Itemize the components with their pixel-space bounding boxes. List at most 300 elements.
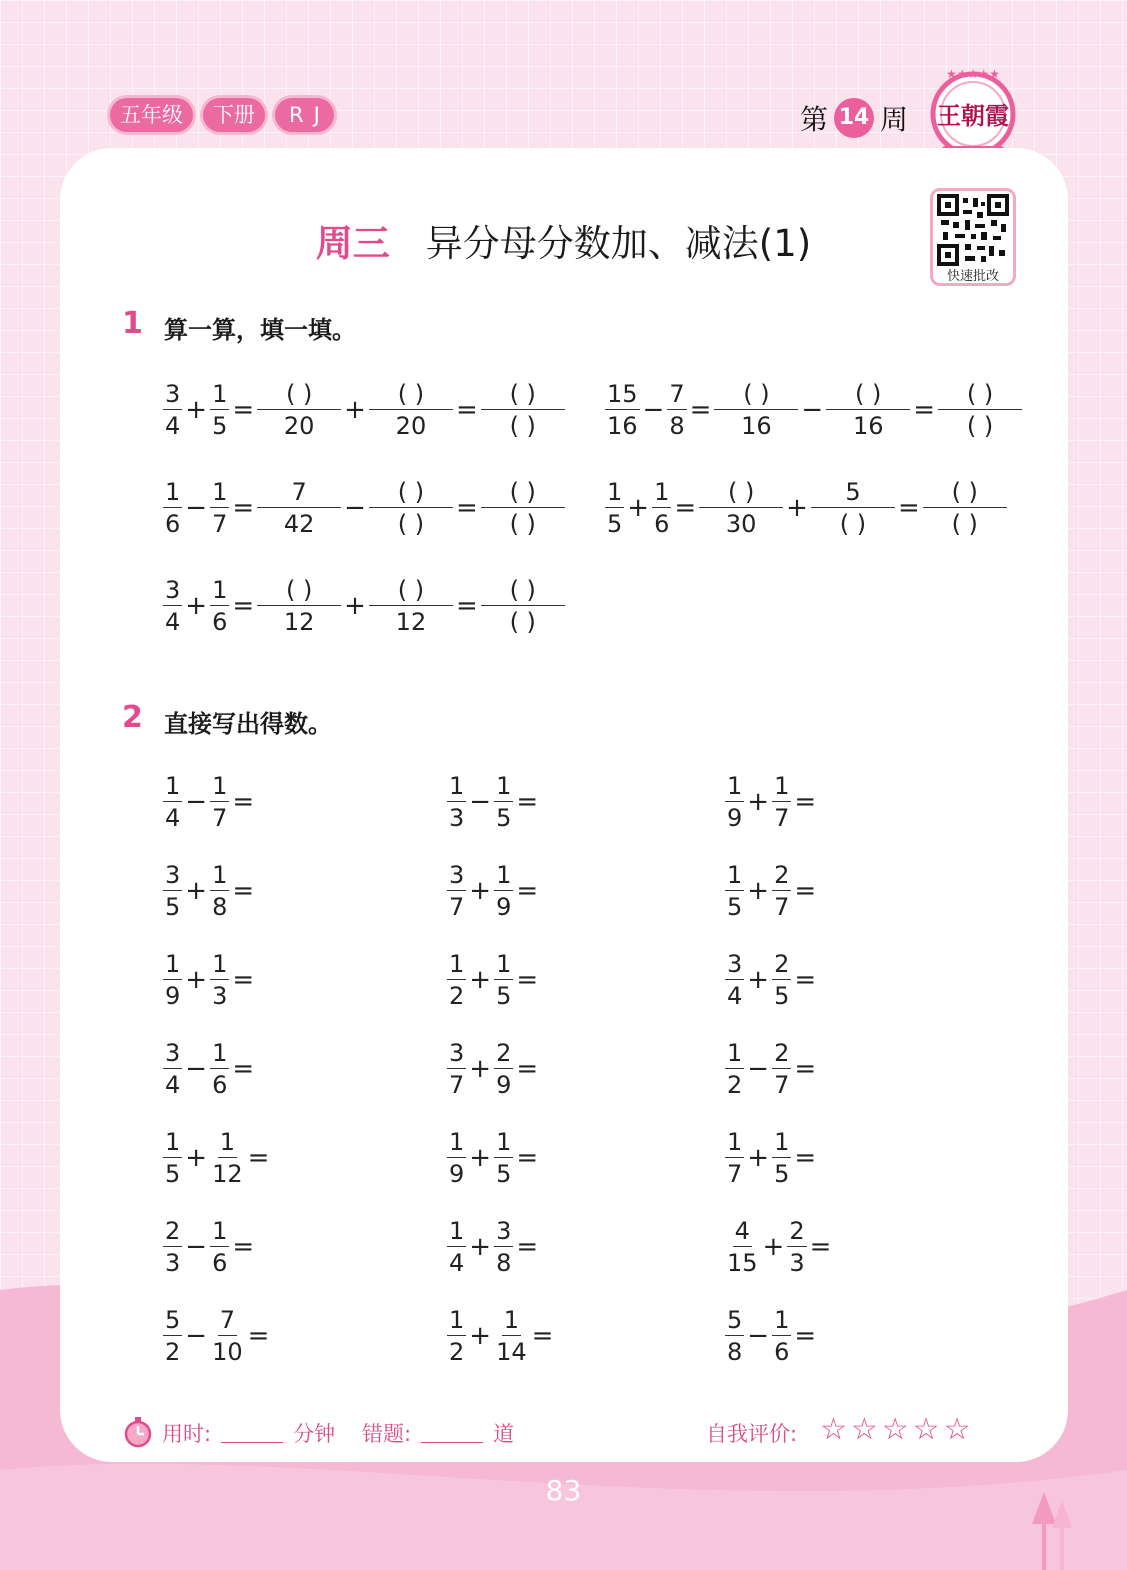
exercise-item bbox=[446, 1130, 600, 1186]
fraction bbox=[369, 480, 453, 536]
fraction bbox=[257, 578, 341, 634]
denominator: 7 bbox=[212, 804, 228, 832]
denominator: 12 bbox=[212, 1160, 243, 1188]
denominator: 20 bbox=[395, 412, 427, 440]
fraction bbox=[772, 952, 791, 1008]
denominator: 7 bbox=[727, 1160, 743, 1188]
numerator: 1 bbox=[607, 478, 623, 506]
answer-space[interactable] bbox=[540, 1138, 600, 1178]
operator: + bbox=[469, 1143, 492, 1173]
fraction bbox=[667, 382, 686, 438]
fraction bbox=[369, 382, 453, 438]
time-unit: 分钟 bbox=[293, 1422, 336, 1446]
week-suffix: 周 bbox=[880, 103, 909, 136]
errors-field bbox=[362, 1418, 514, 1448]
numerator: 1 bbox=[727, 772, 743, 800]
answer-space[interactable] bbox=[818, 782, 878, 822]
numerator: 1 bbox=[212, 861, 228, 889]
exercise-item bbox=[446, 1041, 600, 1097]
fraction bbox=[369, 578, 453, 634]
equals-sign: = bbox=[247, 1321, 270, 1351]
denominator: 2 bbox=[449, 982, 465, 1010]
equals-sign: = bbox=[516, 1054, 539, 1084]
numerator[interactable]: ( ) bbox=[923, 480, 1007, 508]
denominator: 16 bbox=[852, 412, 884, 440]
question-2-number: 2 bbox=[122, 700, 143, 735]
exercise-item bbox=[724, 1041, 878, 1097]
numerator: 1 bbox=[503, 1306, 519, 1334]
fraction bbox=[210, 1041, 229, 1097]
page-title bbox=[0, 213, 1127, 267]
numerator: 5 bbox=[727, 1306, 743, 1334]
answer-space[interactable] bbox=[540, 960, 600, 1000]
equals-sign: = bbox=[794, 876, 817, 906]
operator: + bbox=[469, 1321, 492, 1351]
answer-space[interactable] bbox=[540, 871, 600, 911]
fraction bbox=[447, 863, 466, 919]
denominator: 5 bbox=[496, 982, 512, 1010]
operator: − bbox=[747, 1321, 770, 1351]
fraction bbox=[826, 382, 910, 438]
numerator: 1 bbox=[449, 1306, 465, 1334]
answer-space[interactable] bbox=[256, 871, 316, 911]
denominator: 9 bbox=[727, 804, 743, 832]
operator: − bbox=[185, 1232, 208, 1262]
numerator: 1 bbox=[212, 950, 228, 978]
operator: + bbox=[747, 965, 770, 995]
fraction bbox=[494, 1219, 513, 1275]
errors-label: 错题: bbox=[362, 1422, 412, 1446]
numerator: 3 bbox=[727, 950, 743, 978]
denominator: 14 bbox=[496, 1338, 527, 1366]
numerator: 1 bbox=[212, 380, 228, 408]
denominator: 20 bbox=[283, 412, 315, 440]
operator: − bbox=[185, 493, 208, 523]
fill-in-equation bbox=[604, 480, 1008, 536]
fraction bbox=[447, 1219, 466, 1275]
time-blank[interactable] bbox=[221, 1442, 283, 1443]
fraction bbox=[210, 1219, 229, 1275]
operator: + bbox=[747, 787, 770, 817]
fraction bbox=[494, 1308, 529, 1364]
denominator: 6 bbox=[212, 608, 228, 636]
numerator[interactable]: ( ) bbox=[481, 382, 565, 410]
denominator: 9 bbox=[496, 1071, 512, 1099]
week-prefix: 第 bbox=[800, 103, 829, 136]
denominator: 6 bbox=[165, 510, 181, 538]
grade-tag: 五年级 bbox=[110, 98, 193, 132]
denominator[interactable]: ( ) bbox=[509, 412, 536, 440]
denominator: 42 bbox=[283, 510, 315, 538]
denominator: 4 bbox=[449, 1249, 465, 1277]
fraction bbox=[163, 578, 182, 634]
answer-space[interactable] bbox=[818, 1049, 878, 1089]
operator: = bbox=[913, 395, 936, 425]
title-day: 周三 bbox=[315, 222, 390, 265]
numerator: 1 bbox=[212, 772, 228, 800]
answer-space[interactable] bbox=[818, 1138, 878, 1178]
operator: − bbox=[185, 1321, 208, 1351]
denominator[interactable]: ( ) bbox=[509, 510, 536, 538]
numerator: 3 bbox=[449, 1039, 465, 1067]
denominator: 5 bbox=[774, 982, 790, 1010]
numerator: 1 bbox=[727, 1128, 743, 1156]
exercise-item bbox=[162, 1041, 316, 1097]
stopwatch-icon bbox=[124, 1416, 152, 1448]
fraction bbox=[494, 1130, 513, 1186]
fraction bbox=[772, 1308, 791, 1364]
operator: = bbox=[455, 395, 478, 425]
fraction bbox=[725, 1041, 744, 1097]
operator: + bbox=[627, 493, 650, 523]
fraction bbox=[811, 480, 895, 536]
fraction bbox=[787, 1219, 806, 1275]
denominator: 12 bbox=[395, 608, 427, 636]
denominator: 4 bbox=[165, 1071, 181, 1099]
denominator: 9 bbox=[496, 893, 512, 921]
operator: + bbox=[469, 1054, 492, 1084]
exercise-item bbox=[724, 863, 878, 919]
denominator: 4 bbox=[727, 982, 743, 1010]
exercise-item bbox=[724, 1219, 893, 1275]
exercise-item bbox=[162, 863, 316, 919]
fraction bbox=[447, 952, 466, 1008]
fraction bbox=[447, 1308, 466, 1364]
fraction bbox=[210, 578, 229, 634]
answer-space[interactable] bbox=[818, 871, 878, 911]
operator: + bbox=[469, 965, 492, 995]
numerator: 3 bbox=[449, 861, 465, 889]
equals-sign: = bbox=[516, 787, 539, 817]
numerator: 3 bbox=[165, 576, 181, 604]
numerator: 1 bbox=[212, 1217, 228, 1245]
exercise-item bbox=[724, 1130, 878, 1186]
operator: − bbox=[747, 1054, 770, 1084]
exercise-item bbox=[724, 774, 878, 830]
fraction bbox=[210, 863, 229, 919]
denominator: 8 bbox=[496, 1249, 512, 1277]
errors-unit: 道 bbox=[493, 1422, 515, 1446]
self-eval-stars[interactable]: ☆☆☆☆☆ bbox=[820, 1412, 975, 1447]
denominator: 3 bbox=[789, 1249, 805, 1277]
week-number: 14 bbox=[834, 98, 874, 138]
denominator: 6 bbox=[774, 1338, 790, 1366]
fraction bbox=[938, 382, 1022, 438]
denominator: 8 bbox=[212, 893, 228, 921]
answer-space[interactable] bbox=[540, 1049, 600, 1089]
denominator: 7 bbox=[449, 893, 465, 921]
numerator[interactable]: ( ) bbox=[826, 382, 910, 410]
numerator: 3 bbox=[165, 380, 181, 408]
numerator: 7 bbox=[257, 480, 341, 508]
numerator: 1 bbox=[727, 861, 743, 889]
fraction bbox=[163, 1308, 182, 1364]
denominator: 12 bbox=[283, 608, 315, 636]
fraction bbox=[923, 480, 1007, 536]
fraction bbox=[481, 480, 565, 536]
operator: = bbox=[455, 591, 478, 621]
denominator: 3 bbox=[165, 1249, 181, 1277]
denominator: 5 bbox=[496, 804, 512, 832]
fraction bbox=[163, 952, 182, 1008]
answer-space[interactable] bbox=[540, 1227, 600, 1267]
operator: + bbox=[344, 591, 366, 621]
fill-in-equation bbox=[604, 382, 1023, 438]
numerator[interactable]: ( ) bbox=[369, 578, 453, 606]
numerator[interactable]: ( ) bbox=[714, 382, 798, 410]
fraction bbox=[210, 774, 229, 830]
operator: − bbox=[344, 493, 366, 523]
denominator[interactable]: ( ) bbox=[966, 412, 994, 440]
numerator: 1 bbox=[449, 1217, 465, 1245]
denominator[interactable]: ( ) bbox=[509, 608, 536, 636]
self-eval-label: 自我评价: bbox=[706, 1422, 798, 1446]
equals-sign: = bbox=[232, 787, 255, 817]
numerator[interactable]: ( ) bbox=[481, 480, 565, 508]
numerator: 1 bbox=[774, 1306, 790, 1334]
numerator: 1 bbox=[774, 1128, 790, 1156]
numerator[interactable]: ( ) bbox=[369, 480, 453, 508]
numerator[interactable]: ( ) bbox=[257, 382, 341, 410]
fraction bbox=[163, 1130, 182, 1186]
fraction bbox=[725, 952, 744, 1008]
denominator: 6 bbox=[212, 1071, 228, 1099]
exercise-item bbox=[446, 774, 600, 830]
answer-space[interactable] bbox=[271, 1316, 331, 1356]
numerator: 1 bbox=[654, 478, 670, 506]
numerator: 1 bbox=[165, 772, 181, 800]
denominator: 7 bbox=[774, 1071, 790, 1099]
denominator: 6 bbox=[212, 1249, 228, 1277]
volume-tag: 下册 bbox=[203, 98, 265, 132]
operator: − bbox=[801, 395, 824, 425]
operator: = bbox=[232, 591, 255, 621]
answer-space[interactable] bbox=[256, 960, 316, 1000]
denominator: 5 bbox=[727, 893, 743, 921]
fill-in-equation bbox=[162, 578, 566, 634]
operator: − bbox=[185, 787, 208, 817]
edition-tag: RJ bbox=[275, 98, 334, 132]
equals-sign: = bbox=[794, 965, 817, 995]
fraction bbox=[163, 863, 182, 919]
arrow-decoration-icon bbox=[1030, 1488, 1080, 1570]
denominator: 5 bbox=[165, 893, 181, 921]
denominator: 16 bbox=[607, 412, 638, 440]
fraction bbox=[163, 1219, 182, 1275]
equals-sign: = bbox=[794, 1054, 817, 1084]
fraction bbox=[481, 578, 565, 634]
numerator: 2 bbox=[774, 1039, 790, 1067]
numerator[interactable]: ( ) bbox=[369, 382, 453, 410]
numerator[interactable]: ( ) bbox=[699, 480, 783, 508]
fraction bbox=[494, 863, 513, 919]
grade-tags bbox=[110, 98, 334, 132]
denominator: 4 bbox=[165, 804, 181, 832]
numerator: 4 bbox=[734, 1217, 750, 1245]
week-indicator bbox=[800, 98, 908, 138]
equals-sign: = bbox=[516, 965, 539, 995]
exercise-item bbox=[446, 1219, 600, 1275]
time-spent-field bbox=[162, 1418, 335, 1448]
numerator[interactable]: ( ) bbox=[481, 578, 565, 606]
operator: + bbox=[185, 1143, 208, 1173]
exercise-item bbox=[446, 863, 600, 919]
answer-space[interactable] bbox=[271, 1138, 331, 1178]
fraction bbox=[163, 382, 182, 438]
fraction bbox=[210, 952, 229, 1008]
fraction bbox=[210, 480, 229, 536]
exercise-item bbox=[162, 952, 316, 1008]
denominator: 3 bbox=[212, 982, 228, 1010]
fraction bbox=[725, 774, 744, 830]
operator: − bbox=[642, 395, 665, 425]
denominator: 9 bbox=[165, 982, 181, 1010]
exercise-item bbox=[724, 1308, 878, 1364]
operator: + bbox=[185, 876, 208, 906]
numerator: 1 bbox=[212, 1039, 228, 1067]
numerator: 1 bbox=[727, 1039, 743, 1067]
equals-sign: = bbox=[516, 876, 539, 906]
answer-space[interactable] bbox=[818, 960, 878, 1000]
numerator: 1 bbox=[449, 950, 465, 978]
numerator: 1 bbox=[496, 861, 512, 889]
numerator: 7 bbox=[219, 1306, 235, 1334]
denominator: 6 bbox=[654, 510, 670, 538]
numerator: 3 bbox=[165, 1039, 181, 1067]
denominator: 5 bbox=[212, 412, 228, 440]
question-1-instruction: 算一算，填一填。 bbox=[164, 316, 356, 344]
numerator: 7 bbox=[669, 380, 685, 408]
denominator: 7 bbox=[774, 893, 790, 921]
denominator: 5 bbox=[774, 1160, 790, 1188]
numerator: 1 bbox=[774, 772, 790, 800]
fraction bbox=[772, 1041, 791, 1097]
operator: = bbox=[455, 493, 478, 523]
fraction bbox=[652, 480, 671, 536]
fill-in-equation bbox=[162, 480, 566, 536]
numerator: 1 bbox=[165, 478, 181, 506]
numerator: 2 bbox=[774, 950, 790, 978]
operator: + bbox=[185, 395, 208, 425]
exercise-item bbox=[446, 1308, 615, 1364]
equals-sign: = bbox=[794, 787, 817, 817]
denominator: 4 bbox=[165, 412, 181, 440]
numerator: 1 bbox=[219, 1128, 235, 1156]
title-topic: 异分母分数加、减法(1) bbox=[425, 222, 812, 265]
answer-space[interactable] bbox=[256, 1227, 316, 1267]
fraction bbox=[447, 774, 466, 830]
equals-sign: = bbox=[247, 1143, 270, 1173]
fraction bbox=[494, 952, 513, 1008]
numerator[interactable]: ( ) bbox=[938, 382, 1022, 410]
operator: + bbox=[185, 965, 208, 995]
denominator: 7 bbox=[449, 1071, 465, 1099]
numerator: 1 bbox=[449, 772, 465, 800]
operator: − bbox=[469, 787, 492, 817]
fraction bbox=[481, 382, 565, 438]
denominator[interactable]: ( ) bbox=[397, 510, 425, 538]
answer-space[interactable] bbox=[540, 782, 600, 822]
fraction bbox=[772, 1130, 791, 1186]
denominator: 5 bbox=[496, 1160, 512, 1188]
fraction bbox=[725, 1219, 760, 1275]
numerator: 2 bbox=[165, 1217, 181, 1245]
operator: + bbox=[469, 1232, 492, 1262]
operator: + bbox=[762, 1232, 785, 1262]
fraction bbox=[605, 382, 640, 438]
answer-space[interactable] bbox=[833, 1227, 893, 1267]
denominator: 2 bbox=[449, 1338, 465, 1366]
fraction bbox=[257, 480, 341, 536]
fraction bbox=[772, 774, 791, 830]
numerator: 5 bbox=[811, 480, 895, 508]
fraction bbox=[494, 774, 513, 830]
exercise-item bbox=[162, 1308, 331, 1364]
fraction bbox=[494, 1041, 513, 1097]
fraction bbox=[163, 480, 182, 536]
fraction bbox=[725, 1130, 744, 1186]
denominator[interactable]: ( ) bbox=[951, 510, 978, 538]
denominator: 10 bbox=[212, 1338, 243, 1366]
denominator: 8 bbox=[669, 412, 685, 440]
fraction bbox=[699, 480, 783, 536]
equals-sign: = bbox=[794, 1321, 817, 1351]
denominator[interactable]: ( ) bbox=[839, 510, 867, 538]
numerator: 3 bbox=[496, 1217, 512, 1245]
answer-space[interactable] bbox=[256, 1049, 316, 1089]
denominator: 7 bbox=[774, 804, 790, 832]
fraction bbox=[210, 1130, 245, 1186]
fraction bbox=[447, 1130, 466, 1186]
question-1-number: 1 bbox=[122, 306, 143, 341]
equals-sign: = bbox=[232, 1232, 255, 1262]
numerator: 1 bbox=[496, 950, 512, 978]
fraction bbox=[210, 1308, 245, 1364]
question-2-instruction: 直接写出得数。 bbox=[164, 710, 332, 738]
operator: + bbox=[344, 395, 366, 425]
qr-caption: 快速批改 bbox=[946, 269, 999, 284]
fraction bbox=[605, 480, 624, 536]
denominator: 16 bbox=[741, 412, 772, 440]
numerator[interactable]: ( ) bbox=[257, 578, 341, 606]
operator: = bbox=[674, 493, 697, 523]
fraction bbox=[447, 1041, 466, 1097]
errors-blank[interactable] bbox=[421, 1442, 483, 1443]
numerator: 2 bbox=[496, 1039, 512, 1067]
page-number: 83 bbox=[545, 1474, 582, 1507]
answer-space[interactable] bbox=[818, 1316, 878, 1356]
numerator: 2 bbox=[789, 1217, 805, 1245]
operator: − bbox=[185, 1054, 208, 1084]
equals-sign: = bbox=[531, 1321, 554, 1351]
denominator: 7 bbox=[212, 510, 228, 538]
operator: + bbox=[747, 876, 770, 906]
answer-space[interactable] bbox=[256, 782, 316, 822]
numerator: 1 bbox=[165, 950, 181, 978]
equals-sign: = bbox=[232, 876, 255, 906]
operator: = bbox=[689, 395, 712, 425]
equals-sign: = bbox=[516, 1232, 539, 1262]
equals-sign: = bbox=[794, 1143, 817, 1173]
svg-text:★★★★★: ★★★★★ bbox=[946, 68, 1000, 81]
operator: = bbox=[232, 395, 255, 425]
exercise-item bbox=[724, 952, 878, 1008]
fraction bbox=[725, 1308, 744, 1364]
operator: + bbox=[786, 493, 808, 523]
numerator: 1 bbox=[212, 478, 228, 506]
answer-space[interactable] bbox=[555, 1316, 615, 1356]
numerator: 1 bbox=[496, 1128, 512, 1156]
